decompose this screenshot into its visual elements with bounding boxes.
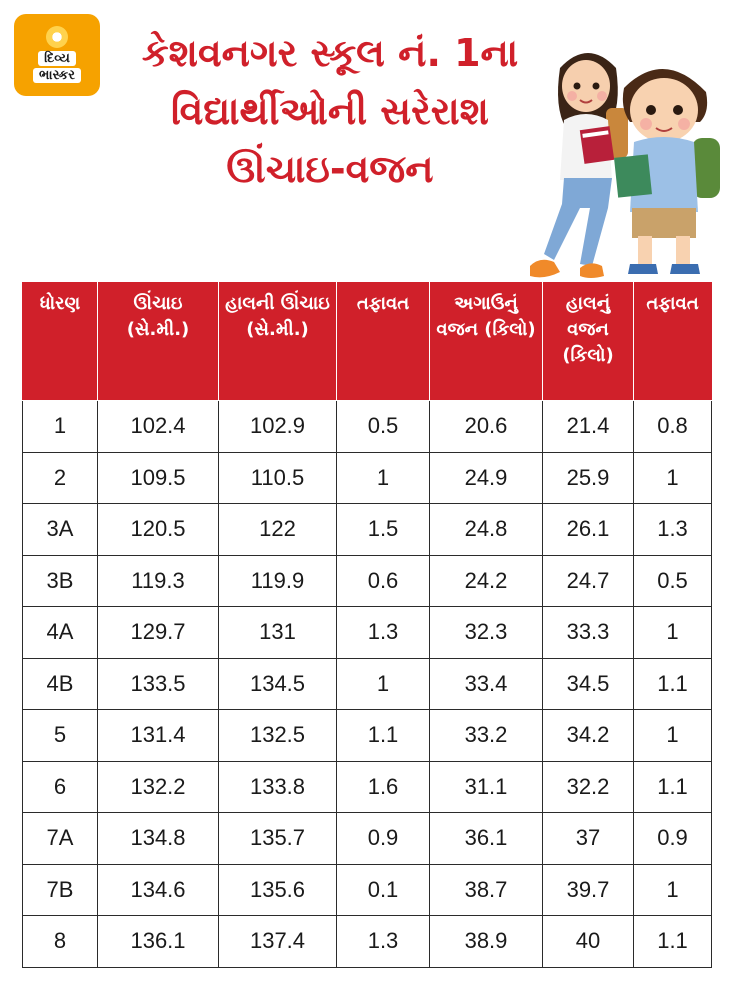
cell-current-height: 132.5	[219, 710, 337, 762]
table-row	[23, 761, 712, 813]
cell-weight-diff: 1.3	[634, 504, 712, 556]
cell-std: 5	[23, 710, 98, 762]
table-row	[23, 452, 712, 504]
cell-weight-diff: 1.1	[634, 916, 712, 968]
cell-current-weight: 37	[543, 813, 634, 865]
cell-height-diff: 1.6	[337, 761, 430, 813]
cell-weight-diff: 0.8	[634, 401, 712, 453]
cell-std: 4B	[23, 658, 98, 710]
cell-current-height: 122	[219, 504, 337, 556]
col-header-std: ધોરણ	[23, 283, 98, 401]
table-row	[23, 658, 712, 710]
height-weight-table	[22, 282, 712, 968]
cell-std: 3A	[23, 504, 98, 556]
table-row	[23, 401, 712, 453]
cell-weight-diff: 1.1	[634, 761, 712, 813]
cell-height: 109.5	[98, 452, 219, 504]
cell-height-diff: 1	[337, 658, 430, 710]
col-header-weight-diff: તફાવત	[634, 283, 712, 401]
cell-current-weight: 33.3	[543, 607, 634, 659]
girl-figure	[530, 53, 628, 278]
cell-height-diff: 1	[337, 452, 430, 504]
cell-height-diff: 1.3	[337, 607, 430, 659]
cell-previous-weight: 24.8	[430, 504, 543, 556]
cell-previous-weight: 33.4	[430, 658, 543, 710]
cell-previous-weight: 24.9	[430, 452, 543, 504]
cell-weight-diff: 0.9	[634, 813, 712, 865]
cell-height: 134.8	[98, 813, 219, 865]
cell-weight-diff: 1.1	[634, 658, 712, 710]
cell-std: 8	[23, 916, 98, 968]
cell-height-diff: 1.5	[337, 504, 430, 556]
cell-std: 2	[23, 452, 98, 504]
cell-height-diff: 0.9	[337, 813, 430, 865]
cell-current-weight: 26.1	[543, 504, 634, 556]
cell-current-weight: 21.4	[543, 401, 634, 453]
cell-previous-weight: 31.1	[430, 761, 543, 813]
students-illustration	[520, 28, 725, 280]
cell-std: 1	[23, 401, 98, 453]
cell-std: 7A	[23, 813, 98, 865]
cell-previous-weight: 20.6	[430, 401, 543, 453]
cell-previous-weight: 38.7	[430, 864, 543, 916]
cell-current-weight: 34.5	[543, 658, 634, 710]
cell-height-diff: 1.3	[337, 916, 430, 968]
cell-height-diff: 0.6	[337, 555, 430, 607]
col-header-height: ઊંચાઇ (સે.મી.)	[98, 283, 219, 401]
logo-text-line1: દિવ્ય	[38, 51, 76, 66]
cell-std: 7B	[23, 864, 98, 916]
table-row	[23, 710, 712, 762]
cell-current-height: 135.7	[219, 813, 337, 865]
cell-current-height: 110.5	[219, 452, 337, 504]
cell-current-weight: 40	[543, 916, 634, 968]
cell-std: 4A	[23, 607, 98, 659]
cell-current-height: 135.6	[219, 864, 337, 916]
cell-current-weight: 39.7	[543, 864, 634, 916]
table-header-row	[23, 283, 712, 401]
cell-previous-weight: 36.1	[430, 813, 543, 865]
cell-current-height: 102.9	[219, 401, 337, 453]
cell-height: 133.5	[98, 658, 219, 710]
cell-previous-weight: 24.2	[430, 555, 543, 607]
cell-weight-diff: 1	[634, 607, 712, 659]
page-title	[120, 24, 540, 198]
table-row	[23, 555, 712, 607]
cell-std: 3B	[23, 555, 98, 607]
table-row	[23, 813, 712, 865]
table-row	[23, 916, 712, 968]
table-row	[23, 504, 712, 556]
cell-height: 134.6	[98, 864, 219, 916]
table-row	[23, 864, 712, 916]
cell-height: 131.4	[98, 710, 219, 762]
boy-figure	[614, 69, 720, 274]
col-header-previous-weight: અગાઉનું વજન (કિલો)	[430, 283, 543, 401]
title-line-3: ઊંચાઇ-વજન	[226, 147, 434, 191]
cell-weight-diff: 1	[634, 710, 712, 762]
cell-height: 129.7	[98, 607, 219, 659]
cell-previous-weight: 32.3	[430, 607, 543, 659]
cell-weight-diff: 0.5	[634, 555, 712, 607]
cell-height: 120.5	[98, 504, 219, 556]
cell-previous-weight: 38.9	[430, 916, 543, 968]
cell-std: 6	[23, 761, 98, 813]
logo-text-line2: ભાસ્કર	[33, 68, 81, 83]
cell-height: 136.1	[98, 916, 219, 968]
cell-current-weight: 24.7	[543, 555, 634, 607]
col-header-height-diff: તફાવત	[337, 283, 430, 401]
cell-height: 132.2	[98, 761, 219, 813]
col-header-current-height: હાલની ઊંચાઇ (સે.મી.)	[219, 283, 337, 401]
cell-current-height: 137.4	[219, 916, 337, 968]
cell-weight-diff: 1	[634, 452, 712, 504]
cell-current-height: 131	[219, 607, 337, 659]
title-line-2: વિદ્યાર્થીઓની સરેરાશ	[171, 89, 489, 133]
sun-icon	[46, 26, 68, 48]
cell-current-height: 134.5	[219, 658, 337, 710]
cell-height: 119.3	[98, 555, 219, 607]
table-row	[23, 607, 712, 659]
cell-height-diff: 0.1	[337, 864, 430, 916]
cell-height-diff: 1.1	[337, 710, 430, 762]
title-line-1: કેશવનગર સ્કૂલ નં. 1ના	[141, 31, 519, 75]
cell-current-height: 119.9	[219, 555, 337, 607]
col-header-current-weight: હાલનું વજન (કિલો)	[543, 283, 634, 401]
cell-previous-weight: 33.2	[430, 710, 543, 762]
cell-current-weight: 34.2	[543, 710, 634, 762]
cell-current-weight: 25.9	[543, 452, 634, 504]
cell-current-weight: 32.2	[543, 761, 634, 813]
cell-current-height: 133.8	[219, 761, 337, 813]
cell-height-diff: 0.5	[337, 401, 430, 453]
cell-height: 102.4	[98, 401, 219, 453]
brand-logo	[14, 14, 100, 96]
cell-weight-diff: 1	[634, 864, 712, 916]
